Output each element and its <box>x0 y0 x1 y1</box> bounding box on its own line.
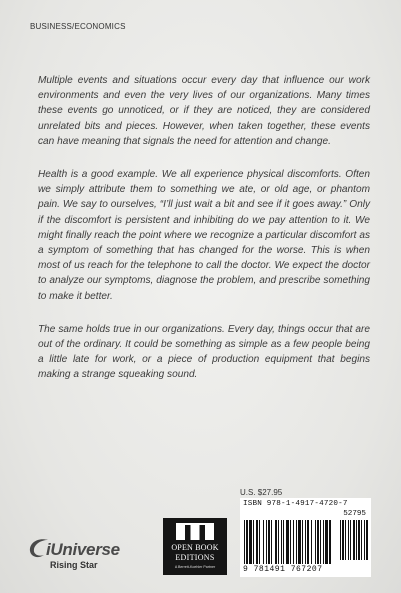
addon-code: 52795 <box>343 510 366 518</box>
open-book-editions-logo <box>163 518 227 575</box>
category-label: BUSINESS/ECONOMICS <box>30 22 126 31</box>
publisher-tagline: Rising Star <box>50 560 98 570</box>
imprint-line-2: EDITIONS <box>175 553 215 562</box>
barcode-icon <box>244 520 368 564</box>
imprint-line-3: A Berrett-Koehler Partner <box>174 565 216 569</box>
barcode-panel <box>240 498 371 577</box>
blurb-text <box>38 73 370 401</box>
paragraph-1: Multiple events and situations occur every day that influence our work environments and even the very lives of our organizations. Many times these events go unnoticed, or if they are noticed, they are considered unrelated bits and pieces. However, when taken together, these events can have meaning that signals the need for attention and change. <box>38 75 370 147</box>
imprint-line-1: OPEN BOOK <box>171 543 219 552</box>
publisher-name: iUniverse <box>46 540 120 559</box>
barcode-digits: 9 781491 767207 <box>243 565 323 574</box>
isbn-label: ISBN 978-1-4917-4720-7 <box>243 500 348 508</box>
paragraph-3: The same holds true in our organizations. Every day, things occur that are out of the ordinary. It could be something as simple as a few people being a little late for work, or a piece of production equipment that begins making a strange squeaking sound. <box>38 323 370 381</box>
price-label: U.S. $27.95 <box>240 488 283 497</box>
iuniverse-logo <box>28 536 143 576</box>
book-icon <box>175 523 215 541</box>
paragraph-2: Health is a good example. We all experience physical discomforts. Often we simply attribute them to something we ate, or old age, or phantom pain. We say to ourselves, “I’ll just wait a bit and see if it goes away.” Only if the discomfort is persistent and inhibiting do we pay attention to it. We might finally reach the point where we recognize a particular discomfort as a symptom of something that has changed for the worse. This is when most of us reach for the telephone to call the doctor. We expect the doctor to analyze our symptoms, diagnose the problem, and prescribe something to make it better. <box>38 169 370 302</box>
